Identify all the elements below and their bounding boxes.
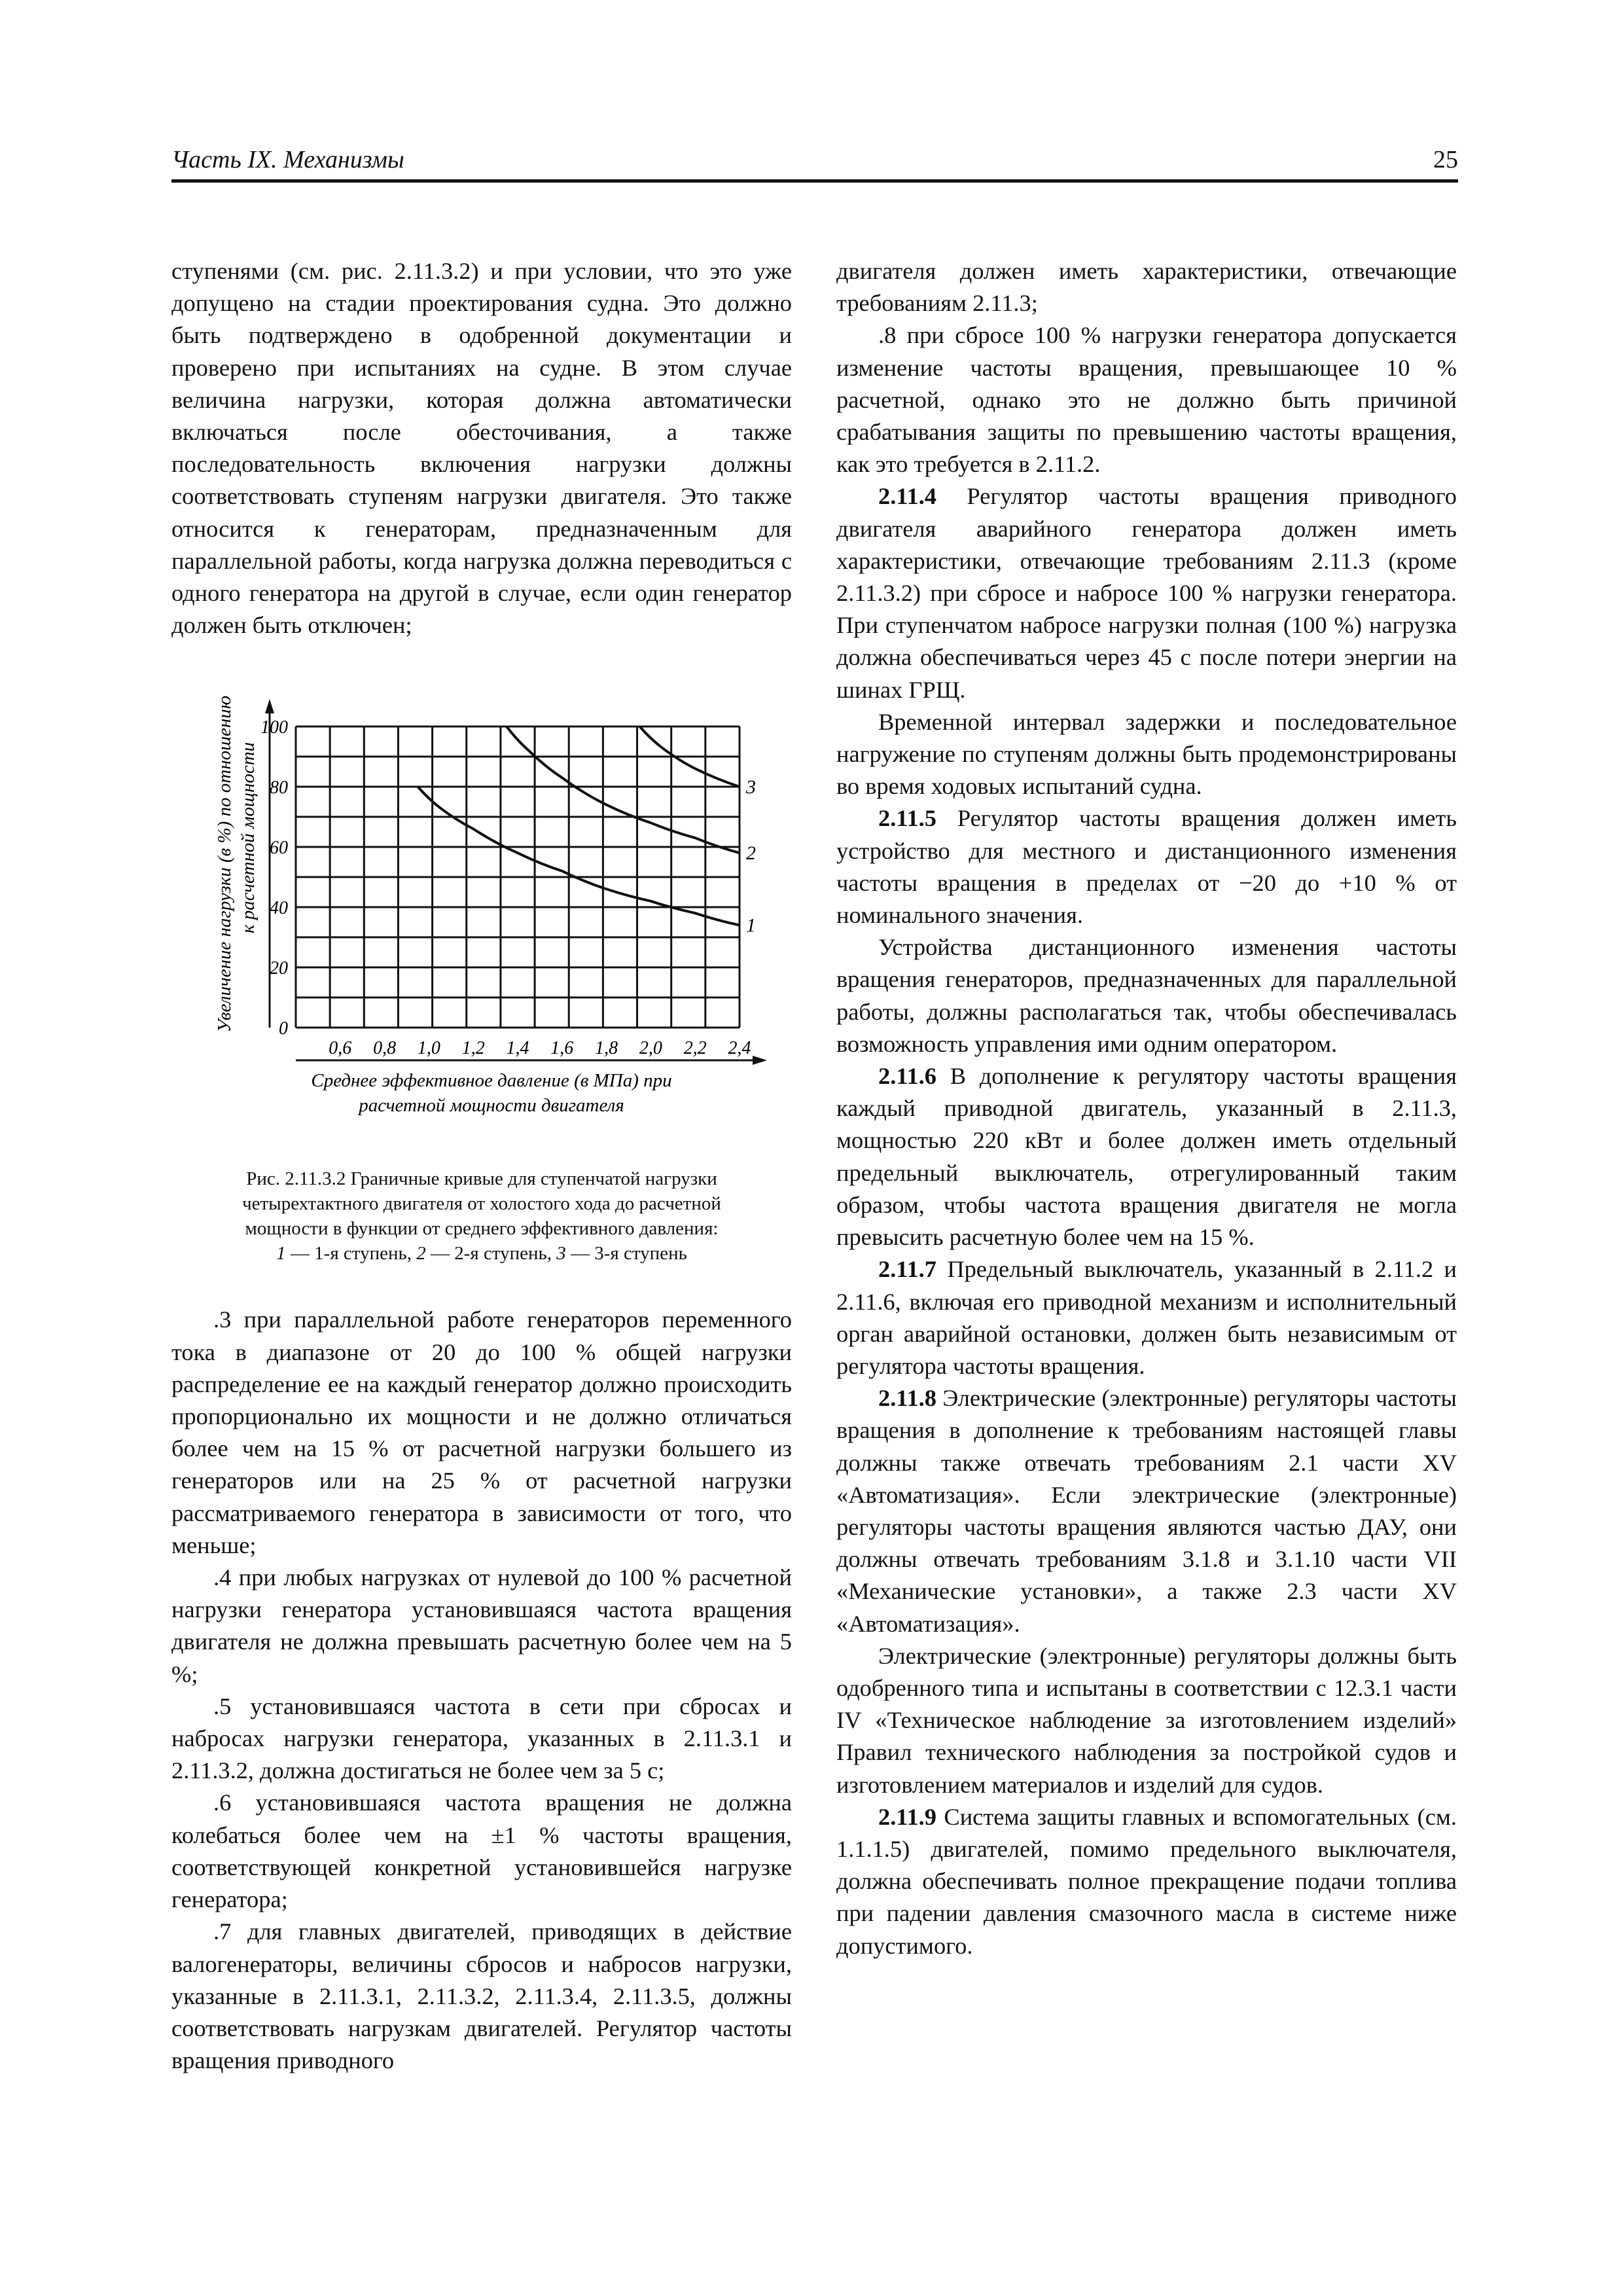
paragraph [836, 802, 1457, 931]
y-axis-label: к расчетной мощности [238, 742, 259, 934]
paragraph: двигателя должен иметь характеристики, отвечающие требованиям 2.11.3; [836, 258, 1457, 317]
paragraph: ступенями (см. рис. 2.11.3.2) и при условии, что это уже допущено на стадии проектирования судна. Это должно быть подтверждено в одобренной документации и проверено при испытаниях на судне. В этом случае величина нагрузки, которая должна автоматически включаться после обесточивания, а также последовательность включения нагрузки должны соответствовать ступеням нагрузки двигателя. Это также относится к генераторам, предназначенным для параллельной работы, когда нагрузка должна переводиться с одного генератора на другой в случае, если один генератор должен быть отключен; [171, 258, 792, 639]
page-number: 25 [1433, 146, 1458, 173]
clause-text: Электрические (электронные) регуляторы частоты вращения в дополнение к требованиям настоящей главы должны также отвечать требованиям 2.1 части XV «Автоматизация». Если электрические (электронные) регуляторы частоты вращения являются частью ДАУ, они должны отвечать требованиям 3.1.8 и 3.1.10 части VII «Механические установки», а также 2.3 части XV «Автоматизация». [836, 1385, 1457, 1637]
figure-load-curves [171, 641, 792, 1165]
paragraph [836, 1801, 1457, 1962]
caption-line: четырехтактного двигателя от холостого хода до расчетной [242, 1193, 721, 1215]
paragraph: .8 при сбросе 100 % нагрузки генератора допускается изменение частоты вращения, превышающее 10 % расчетной, однако это не должно быть причиной срабатывания защиты по превышению частоты вращения, как это требуется в 2.11.2. [836, 322, 1457, 478]
paragraph: Временной интервал задержки и последовательное нагружение по ступеням должны быть продемонстрированы во время ходовых испытаний судна. [836, 708, 1457, 800]
left-column [171, 255, 792, 2077]
curve-label-1: 1 [746, 915, 756, 937]
paragraph: Устройства дистанционного изменения частоты вращения генераторов, предназначенных для параллельной работы, должны располагаться так, чтобы обеспечивалась возможность управления ими одним оператором. [836, 934, 1457, 1057]
legend-number: 3 [556, 1243, 566, 1265]
clause-number: 2.11.7 [878, 1256, 936, 1283]
section-title: Часть IX. Механизмы [171, 146, 404, 173]
x-tick-label: 1,8 [595, 1038, 618, 1059]
legend-text: — 1-я ступень, [285, 1243, 417, 1265]
legend-number: 1 [276, 1243, 286, 1265]
paragraph: .7 для главных двигателей, приводящих в действие валогенераторы, величины сбросов и набросов нагрузки, указанные в 2.11.3.1, 2.11.3.2, 2.11.3.4, 2.11.3.5, должны соответствовать нагрузкам двигателей. Регулятор частоты вращения приводного [171, 1918, 792, 2074]
clause-text: Система защиты главных и вспомогательных (см. 1.1.1.5) двигателей, помимо предельного выключателя, должна обеспечивать полное прекращение подачи топлива при падении давления смазочного масла в системе ниже допустимого. [836, 1803, 1457, 1959]
curve-label-3: 3 [746, 776, 756, 798]
clause-text: В дополнение к регулятору частоты вращения каждый приводной двигатель, указанный в 2.11.3, мощностью 220 кВт и более должен иметь отдельный предельный выключатель, отрегулированный таким образом, чтобы частота вращения двигателя не могла превысить расчетную более чем на 15 %. [836, 1063, 1457, 1251]
load-step-chart [171, 641, 792, 1165]
y-tick-label: 0 [279, 1018, 288, 1039]
running-header [171, 143, 1458, 183]
clause-number: 2.11.6 [878, 1063, 936, 1090]
y-tick-label: 60 [270, 838, 288, 859]
x-tick-label: 1,2 [461, 1038, 485, 1059]
paragraph [836, 1253, 1457, 1382]
x-tick-label: 0,6 [329, 1038, 352, 1059]
clause-number: 2.11.5 [878, 805, 936, 832]
x-axis-label: Среднее эффективное давление (в МПа) при [311, 1070, 672, 1092]
paragraph [836, 480, 1457, 706]
x-tick-label: 1,0 [417, 1038, 440, 1059]
y-tick-label: 80 [270, 778, 288, 798]
paragraph: Электрические (электронные) регуляторы должны быть одобренного типа и испытаны в соответствии с 12.3.1 части IV «Техническое наблюдение за изготовлением изделий» Правил технического наблюдения за постройкой судов и изготовлением материалов и изделий для судов. [836, 1642, 1457, 1798]
clause-text: Регулятор частоты вращения приводного двигателя аварийного генератора должен иметь характеристики, отвечающие требованиям 2.11.3 (кроме 2.11.3.2) при сбросе и набросе 100 % нагрузки генератора. При ступенчатом набросе нагрузки полная (100 %) нагрузка должна обеспечиваться через 45 с после потери энергии на шинах ГРЩ. [836, 483, 1457, 703]
y-axis-arrow [265, 699, 274, 713]
paragraph: .6 установившаяся частота вращения не должна колебаться более чем на ±1 % частоты вращения, соответствующей конкретной установившейся нагрузке генератора; [171, 1789, 792, 1913]
x-tick-label: 2,2 [683, 1038, 707, 1059]
clause-text: Предельный выключатель, указанный в 2.11.2 и 2.11.6, включая его приводной механизм и исполнительный орган аварийной остановки, должен быть независимым от регулятора частоты вращения. [836, 1256, 1457, 1379]
paragraph: .3 при параллельной работе генераторов переменного тока в диапазоне от 20 до 100 % общей нагрузки распределение ее на каждый генератор должно происходить пропорционально их мощности и не должно отличаться более чем на 15 % от расчетной нагрузки большего из генераторов или на 25 % от расчетной нагрузки рассматриваемого генератора в зависимости от того, что меньше; [171, 1306, 792, 1558]
clause-number: 2.11.8 [878, 1385, 936, 1412]
legend-text: — 2-я ступень, [425, 1243, 557, 1265]
caption-line: Рис. 2.11.3.2 Граничные кривые для ступенчатой нагрузки [246, 1168, 717, 1190]
legend-number: 2 [416, 1243, 426, 1265]
y-axis-label: Увеличение нагрузки (в %) по отношению [214, 696, 235, 1033]
clause-number: 2.11.9 [878, 1803, 936, 1830]
x-tick-label: 2,4 [728, 1038, 751, 1059]
caption-line: мощности в функции от среднего эффективного давления: [245, 1218, 719, 1240]
figure-caption [171, 1166, 792, 1266]
x-tick-label: 1,6 [550, 1038, 574, 1059]
curve-label-2: 2 [746, 842, 756, 865]
clause-number: 2.11.4 [878, 483, 936, 510]
clause-text: Регулятор частоты вращения должен иметь устройство для местного и дистанционного изменения частоты вращения в пределах от −20 до +10 % от номинального значения. [836, 805, 1457, 929]
legend-text: — 3-я ступень [565, 1243, 687, 1265]
caption-legend [171, 1241, 792, 1266]
paragraph: .4 при любых нагрузках от нулевой до 100 % расчетной нагрузки генератора установившаяся частота вращения двигателя не должна превышать расчетную более чем на 5 %; [171, 1564, 792, 1687]
x-tick-label: 1,4 [506, 1038, 529, 1059]
x-tick-label: 2,0 [639, 1038, 662, 1059]
x-axis-label: расчетной мощности двигателя [359, 1095, 624, 1117]
y-tick-label: 20 [270, 958, 288, 979]
y-tick-label: 100 [260, 717, 288, 738]
x-axis-arrow [753, 1056, 767, 1065]
x-tick-label: 0,8 [373, 1038, 397, 1059]
paragraph [836, 1060, 1457, 1253]
paragraph [836, 1382, 1457, 1640]
y-tick-label: 40 [270, 898, 288, 919]
right-column [836, 255, 1457, 1962]
paragraph: .5 установившаяся частота в сети при сбросах и набросах нагрузки генератора, указанных в 2.11.3.1 и 2.11.3.2, должна достигаться не более чем за 5 с; [171, 1693, 792, 1784]
